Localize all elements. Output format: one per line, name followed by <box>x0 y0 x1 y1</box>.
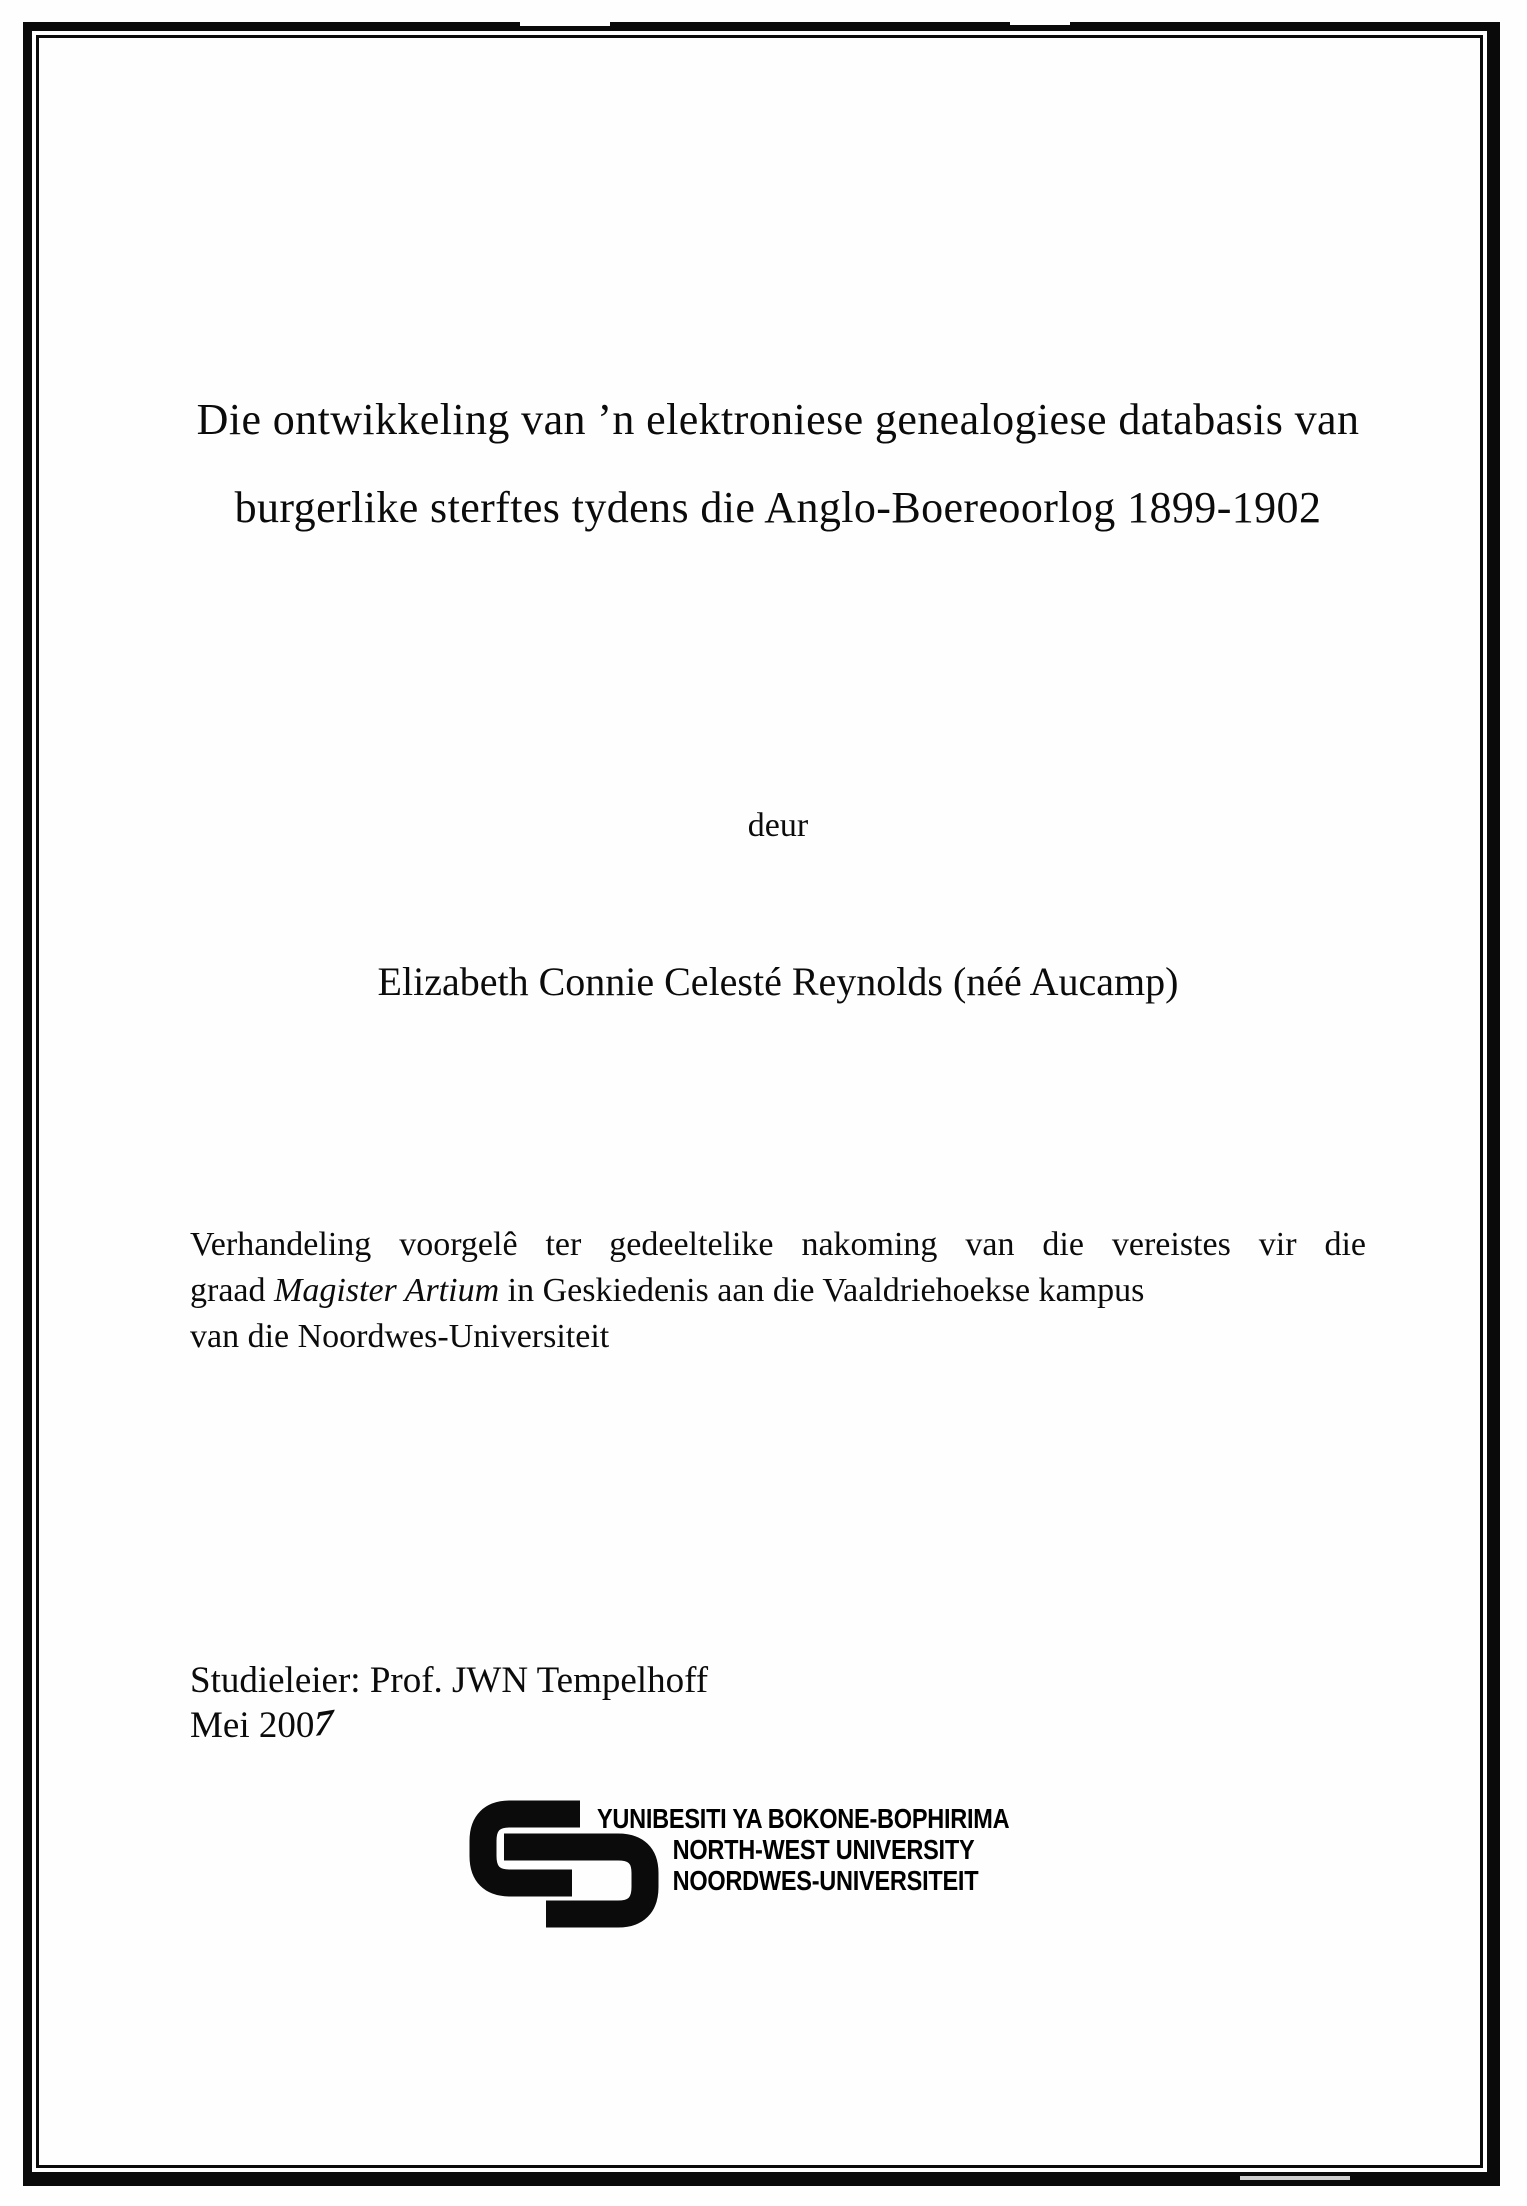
scan-artifact <box>520 22 610 26</box>
university-name-english: NORTH-WEST UNIVERSITY <box>672 1834 975 1865</box>
date-prefix: Mei 200 <box>190 1705 315 1746</box>
byline-label: deur <box>747 807 809 844</box>
university-name-setswana: YUNIBESITI YA BOKONE-BOPHIRIMA <box>597 1803 1010 1834</box>
scan-artifact <box>1010 22 1070 25</box>
author-name: Elizabeth Connie Celesté Reynolds (néé Aucamp) <box>377 959 1179 1004</box>
university-wordmark <box>597 1803 1009 1896</box>
degree-statement <box>190 1222 1366 1360</box>
degree-statement-line2 <box>190 1268 1366 1314</box>
degree-statement-line2-prefix: graad <box>190 1272 275 1309</box>
date-last-digit: 7 <box>310 1701 338 1746</box>
thesis-title <box>190 376 1366 552</box>
scan-artifact <box>1240 2176 1350 2180</box>
supervisor-block <box>190 1658 708 1748</box>
university-name-afrikaans: NOORDWES-UNIVERSITEIT <box>672 1865 979 1896</box>
degree-name-italic: Magister Artium <box>274 1272 500 1309</box>
degree-statement-line1: Verhandeling voorgelê ter gedeeltelike nakoming van die vereistes vir die <box>190 1226 1366 1263</box>
supervisor-line: Studieleier: Prof. JWN Tempelhoff <box>190 1660 709 1701</box>
degree-statement-line2-suffix: in Geskiedenis aan die Vaaldriehoekse kampus <box>499 1272 1145 1309</box>
thesis-title-line2: burgerlike sterftes tydens die Anglo-Boereoorlog 1899-1902 <box>234 483 1322 532</box>
degree-statement-line3: van die Noordwes-Universiteit <box>190 1318 610 1355</box>
date-line <box>190 1703 708 1748</box>
thesis-title-line1: Die ontwikkeling van ’n elektroniese genealogiese databasis van <box>196 395 1360 444</box>
